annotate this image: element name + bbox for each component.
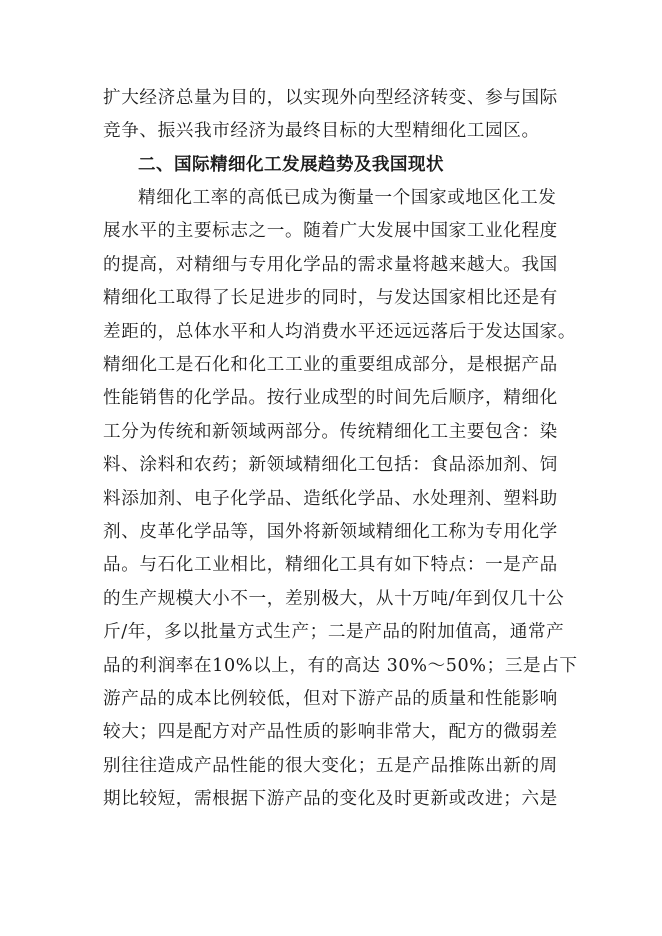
paragraph-line-6: 精细化工是石化和化工工业的重要组成部分，是根据产品 xyxy=(103,355,558,375)
paragraph-line-8: 工分为传统和新领域两部分。传统精细化工主要包含：染 xyxy=(103,422,558,442)
paragraph-line-2: 展水平的主要标志之一。随着广大发展中国家工业化程度 xyxy=(103,221,558,241)
paragraph-line-16: 游产品的成本比例较低，但对下游产品的质量和性能影响 xyxy=(103,689,558,709)
intro-line-1: 扩大经济总量为目的，以实现外向型经济转变、参与国际 xyxy=(103,88,558,108)
paragraph-line-9: 料、涂料和农药；新领域精细化工包括：食品添加剂、饲 xyxy=(103,455,558,475)
paragraph-line-18: 别往往造成产品性能的很大变化；五是产品推陈出新的周 xyxy=(103,756,558,776)
paragraph-line-5: 差距的，总体水平和人均消费水平还远远落后于发达国家。 xyxy=(103,322,577,342)
paragraph-line-13: 的生产规模大小不一，差别极大，从十万吨/年到仅几十公 xyxy=(103,589,565,609)
paragraph-line-12: 品。与石化工业相比，精细化工具有如下特点：一是产品 xyxy=(103,555,558,575)
paragraph-line-7: 性能销售的化学品。按行业成型的时间先后顺序，精细化 xyxy=(103,388,558,408)
paragraph-line-17: 较大；四是配方对产品性质的影响非常大，配方的微弱差 xyxy=(103,722,558,742)
paragraph-line-4: 精细化工取得了长足进步的同时，与发达国家相比还是有 xyxy=(103,288,558,308)
paragraph-line-14: 斤/年，多以批量方式生产；二是产品的附加值高，通常产 xyxy=(103,622,565,642)
paragraph-line-1: 精细化工率的高低已成为衡量一个国家或地区化工发 xyxy=(138,188,557,208)
paragraph-line-19: 期比较短，需根据下游产品的变化及时更新或改进；六是 xyxy=(103,789,558,809)
paragraph-line-10: 料添加剂、电子化学品、造纸化学品、水处理剂、塑料助 xyxy=(103,489,558,509)
intro-line-2: 竞争、振兴我市经济为最终目标的大型精细化工园区。 xyxy=(103,121,540,141)
paragraph-line-11: 剂、皮革化学品等，国外将新领域精细化工称为专用化学 xyxy=(103,522,558,542)
paragraph-line-15: 品的利润率在10%以上，有的高达 30%～50%；三是占下 xyxy=(103,656,578,676)
paragraph-line-3: 的提高，对精细与专用化学品的需求量将越来越大。我国 xyxy=(103,255,558,275)
section-heading: 二、国际精细化工发展趋势及我国现状 xyxy=(138,155,444,175)
